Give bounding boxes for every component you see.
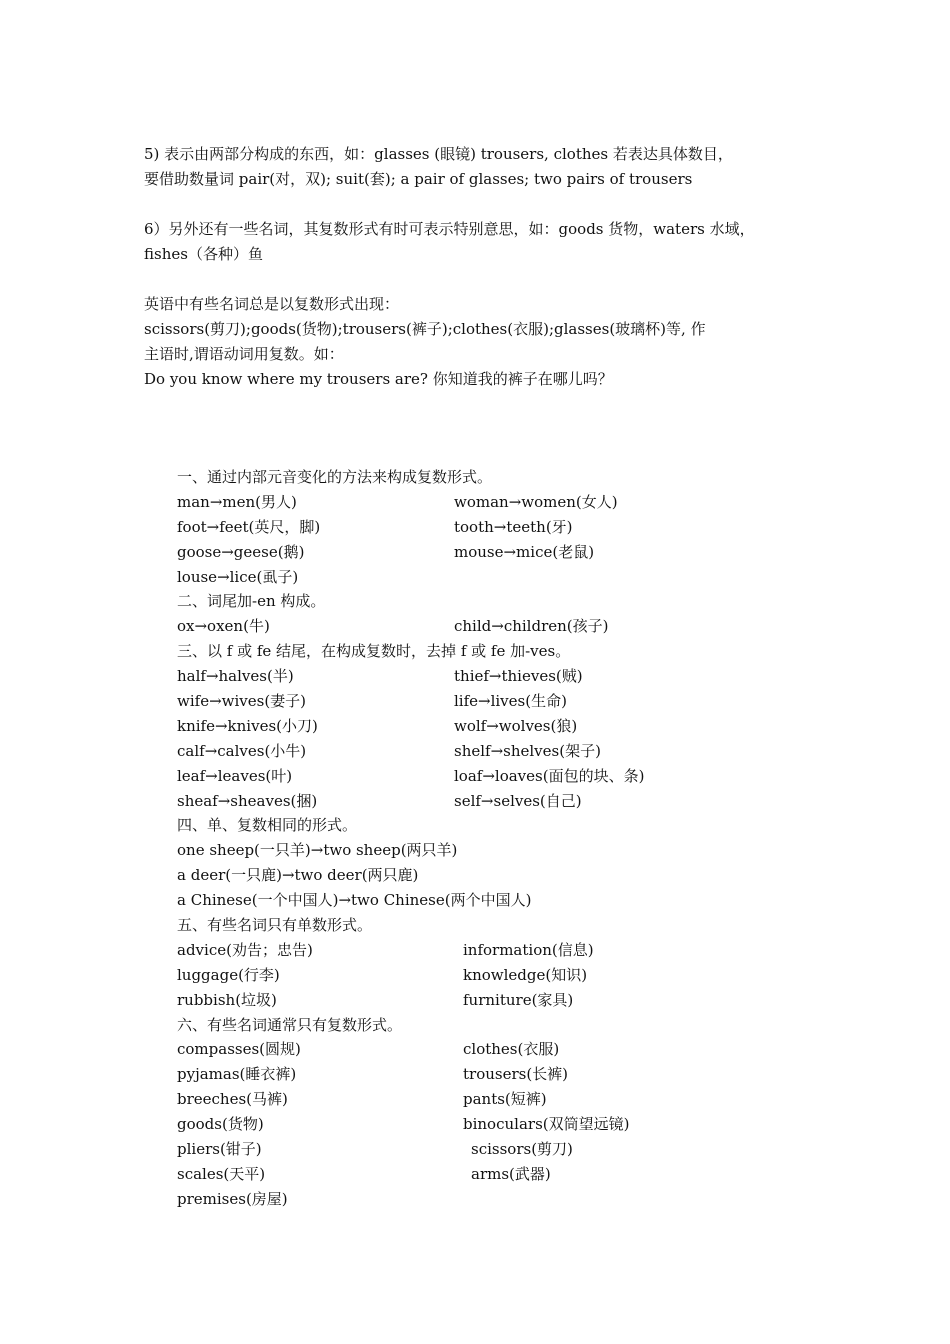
section-heading: 五、有些名词只有单数形式。 — [177, 916, 373, 935]
list-row — [177, 565, 817, 590]
list-row — [177, 739, 817, 764]
section-heading: 一、通过内部元音变化的方法来构成复数形式。 — [177, 468, 493, 486]
list-row — [177, 664, 817, 689]
list-item: pyjamas(睡衣裤) — [177, 1065, 297, 1084]
list-row — [177, 863, 817, 888]
list-row — [177, 1187, 817, 1212]
list-item: trousers(长裤) — [463, 1065, 569, 1084]
section-heading: 二、词尾加-en 构成。 — [177, 592, 326, 611]
list-row — [177, 888, 817, 913]
list-row — [177, 1062, 817, 1087]
list-row — [177, 1162, 817, 1187]
list-item: a Chinese(一个中国人)→two Chinese(两个中国人) — [177, 891, 532, 910]
list-item: compasses(圆规) — [177, 1040, 301, 1059]
list-row — [177, 490, 817, 515]
list-row — [177, 1037, 817, 1062]
section-heading: 四、单、复数相同的形式。 — [177, 816, 358, 835]
list-row — [177, 689, 817, 714]
list-item: calf→calves(小牛) — [177, 741, 307, 760]
list-item: sheaf→sheaves(捆) — [177, 791, 318, 810]
plural-list-line-1: scissors(剪刀);goods(货物);trousers(裤子);clothes(衣服);glasses(玻璃杯)等, 作 — [144, 320, 706, 338]
list-item: self→selves(自己) — [454, 791, 582, 810]
paragraph-6-line-2: fishes（各种）鱼 — [144, 245, 263, 263]
list-row — [177, 614, 817, 639]
list-item: pants(短裤) — [463, 1090, 547, 1109]
list-item: goods(货物) — [177, 1115, 264, 1134]
list-row — [177, 1112, 817, 1137]
list-item: ox→oxen(牛) — [177, 617, 270, 636]
list-item: wolf→wolves(狼) — [454, 716, 578, 735]
list-item: one sheep(一只羊)→two sheep(两只羊) — [177, 841, 458, 860]
section-heading: 六、有些名词通常只有复数形式。 — [177, 1015, 403, 1034]
list-item: advice(劝告；忠告) — [177, 940, 313, 959]
list-item: tooth→teeth(牙) — [454, 517, 573, 536]
list-item: mouse→mice(老鼠) — [454, 542, 595, 561]
paragraph-5-line-2: 要借助数量词 pair(对，双); suit(套); a pair of glasses; two pairs of trousers — [144, 170, 693, 188]
list-item: scissors(剪刀) — [471, 1140, 573, 1159]
list-item: a deer(一只鹿)→two deer(两只鹿) — [177, 866, 419, 885]
list-item: information(信息) — [463, 940, 594, 959]
list-item: foot→feet(英尺，脚) — [177, 517, 321, 536]
list-row — [177, 789, 817, 814]
list-row — [177, 988, 817, 1013]
list-item: thief→thieves(贼) — [454, 667, 583, 686]
list-item: life→lives(生命) — [454, 692, 567, 711]
list-row — [177, 838, 817, 863]
list-item: goose→geese(鹅) — [177, 542, 305, 561]
list-row — [177, 963, 817, 988]
list-item: leaf→leaves(叶) — [177, 766, 293, 785]
list-row — [177, 764, 817, 789]
list-item: wife→wives(妻子) — [177, 692, 307, 711]
list-item: shelf→shelves(架子) — [454, 741, 601, 760]
list-item: breeches(马裤) — [177, 1090, 288, 1109]
example-sentence: Do you know where my trousers are? 你知道我的裤子在哪儿吗？ — [144, 370, 613, 388]
list-item: man→men(男人) — [177, 492, 297, 511]
list-row — [177, 1137, 817, 1162]
intro-block — [144, 142, 814, 392]
paragraph-5-line-1: 5) 表示由两部分构成的东西，如：glasses (眼镜) trousers, clothes 若表达具体数目， — [144, 145, 733, 163]
list-item: loaf→loaves(面包的块、条) — [454, 766, 645, 785]
list-item: furniture(家具) — [463, 990, 574, 1009]
list-item: knife→knives(小刀) — [177, 716, 318, 735]
list-item: luggage(行李) — [177, 965, 280, 984]
list-item: rubbish(垃圾) — [177, 990, 277, 1009]
list-item: half→halves(半) — [177, 667, 294, 686]
list-row — [177, 540, 817, 565]
paragraph-6-line-1: 6）另外还有一些名词，其复数形式有时可表示特别意思，如：goods 货物，waters 水域， — [144, 220, 755, 238]
list-row — [177, 714, 817, 739]
list-row — [177, 515, 817, 540]
list-item: clothes(衣服) — [463, 1040, 560, 1059]
section-heading: 三、以 f 或 fe 结尾，在构成复数时，去掉 f 或 fe 加-ves。 — [177, 642, 571, 661]
list-item: arms(武器) — [471, 1164, 551, 1183]
list-item: pliers(钳子) — [177, 1140, 262, 1159]
irregular-plurals-list — [177, 465, 817, 1212]
list-item: knowledge(知识) — [463, 965, 588, 984]
list-item: louse→lice(虱子) — [177, 567, 299, 586]
plural-intro: 英语中有些名词总是以复数形式出现： — [144, 295, 400, 313]
plural-list-line-2: 主语时,谓语动词用复数。如： — [144, 345, 344, 363]
list-item: child→children(孩子) — [454, 617, 609, 636]
list-row — [177, 938, 817, 963]
list-item: binoculars(双筒望远镜) — [463, 1115, 630, 1134]
list-item: woman→women(女人) — [454, 492, 618, 511]
list-item: scales(天平) — [177, 1164, 266, 1183]
list-row — [177, 1087, 817, 1112]
list-item: premises(房屋) — [177, 1189, 288, 1208]
